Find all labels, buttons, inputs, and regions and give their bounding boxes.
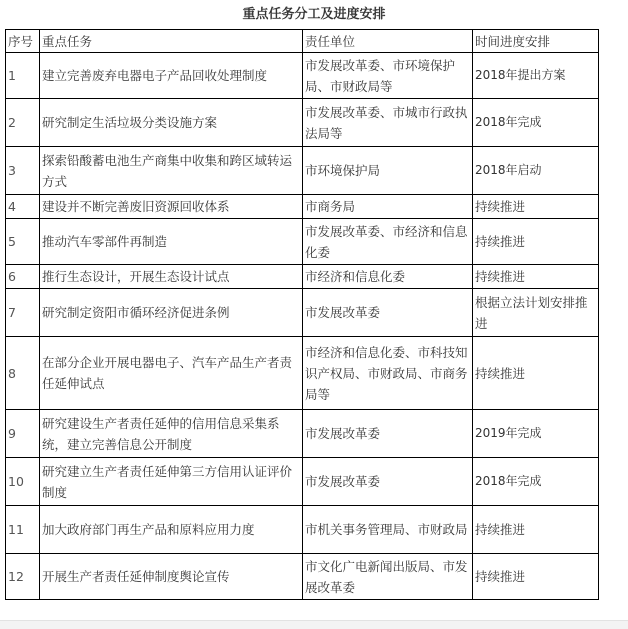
row-schedule: 持续推进	[473, 219, 599, 265]
table-row	[6, 265, 599, 289]
row-schedule: 2018年完成	[473, 99, 599, 147]
row-task: 研究建设生产者责任延伸的信用信息采集系统，建立完善信息公开制度	[40, 410, 303, 458]
row-number: 10	[6, 458, 40, 506]
header-task: 重点任务	[40, 30, 303, 53]
row-schedule: 根据立法计划安排推进	[473, 289, 599, 337]
row-schedule: 2019年完成	[473, 410, 599, 458]
row-schedule: 持续推进	[473, 195, 599, 219]
row-number: 12	[6, 554, 40, 600]
row-number: 7	[6, 289, 40, 337]
row-unit: 市机关事务管理局、市财政局	[303, 506, 473, 554]
table-row	[6, 554, 599, 600]
row-unit: 市发展改革委	[303, 289, 473, 337]
row-unit: 市发展改革委	[303, 458, 473, 506]
row-task: 在部分企业开展电器电子、汽车产品生产者责任延伸试点	[40, 337, 303, 410]
table-row	[6, 53, 599, 99]
row-unit: 市发展改革委、市经济和信息化委	[303, 219, 473, 265]
table-row	[6, 506, 599, 554]
row-number: 4	[6, 195, 40, 219]
row-number: 3	[6, 147, 40, 195]
row-task: 推动汽车零部件再制造	[40, 219, 303, 265]
table-row	[6, 195, 599, 219]
header-no: 序号	[6, 30, 40, 53]
row-schedule: 持续推进	[473, 337, 599, 410]
table-row	[6, 410, 599, 458]
row-number: 5	[6, 219, 40, 265]
row-number: 1	[6, 53, 40, 99]
row-unit: 市经济和信息化委、市科技知识产权局、市财政局、市商务局等	[303, 337, 473, 410]
row-task: 探索铅酸蓄电池生产商集中收集和跨区域转运方式	[40, 147, 303, 195]
row-task: 研究制定资阳市循环经济促进条例	[40, 289, 303, 337]
row-unit: 市发展改革委、市城市行政执法局等	[303, 99, 473, 147]
row-schedule: 持续推进	[473, 265, 599, 289]
row-schedule: 持续推进	[473, 554, 599, 600]
row-number: 11	[6, 506, 40, 554]
row-number: 9	[6, 410, 40, 458]
table-row	[6, 458, 599, 506]
row-number: 8	[6, 337, 40, 410]
row-task: 研究制定生活垃圾分类设施方案	[40, 99, 303, 147]
row-task: 建立完善废弃电器电子产品回收处理制度	[40, 53, 303, 99]
row-schedule: 持续推进	[473, 506, 599, 554]
row-task: 加大政府部门再生产品和原料应用力度	[40, 506, 303, 554]
header-unit: 责任单位	[303, 30, 473, 53]
page-title: 重点任务分工及进度安排	[242, 7, 386, 22]
row-unit: 市经济和信息化委	[303, 265, 473, 289]
row-unit: 市环境保护局	[303, 147, 473, 195]
row-task: 建设并不断完善废旧资源回收体系	[40, 195, 303, 219]
row-unit: 市发展改革委、市环境保护局、市财政局等	[303, 53, 473, 99]
header-schedule: 时间进度安排	[473, 30, 599, 53]
table-row	[6, 289, 599, 337]
row-number: 6	[6, 265, 40, 289]
row-task: 研究建立生产者责任延伸第三方信用认证评价制度	[40, 458, 303, 506]
table-row	[6, 99, 599, 147]
row-unit: 市商务局	[303, 195, 473, 219]
row-number: 2	[6, 99, 40, 147]
row-schedule: 2018年完成	[473, 458, 599, 506]
table-row	[6, 219, 599, 265]
task-schedule-table	[5, 29, 599, 600]
row-unit: 市发展改革委	[303, 410, 473, 458]
table-header-row	[6, 30, 599, 53]
row-schedule: 2018年提出方案	[473, 53, 599, 99]
table-row	[6, 337, 599, 410]
row-unit: 市文化广电新闻出版局、市发展改革委	[303, 554, 473, 600]
row-task: 推行生态设计，开展生态设计试点	[40, 265, 303, 289]
row-task: 开展生产者责任延伸制度舆论宣传	[40, 554, 303, 600]
table-row	[6, 147, 599, 195]
row-schedule: 2018年启动	[473, 147, 599, 195]
